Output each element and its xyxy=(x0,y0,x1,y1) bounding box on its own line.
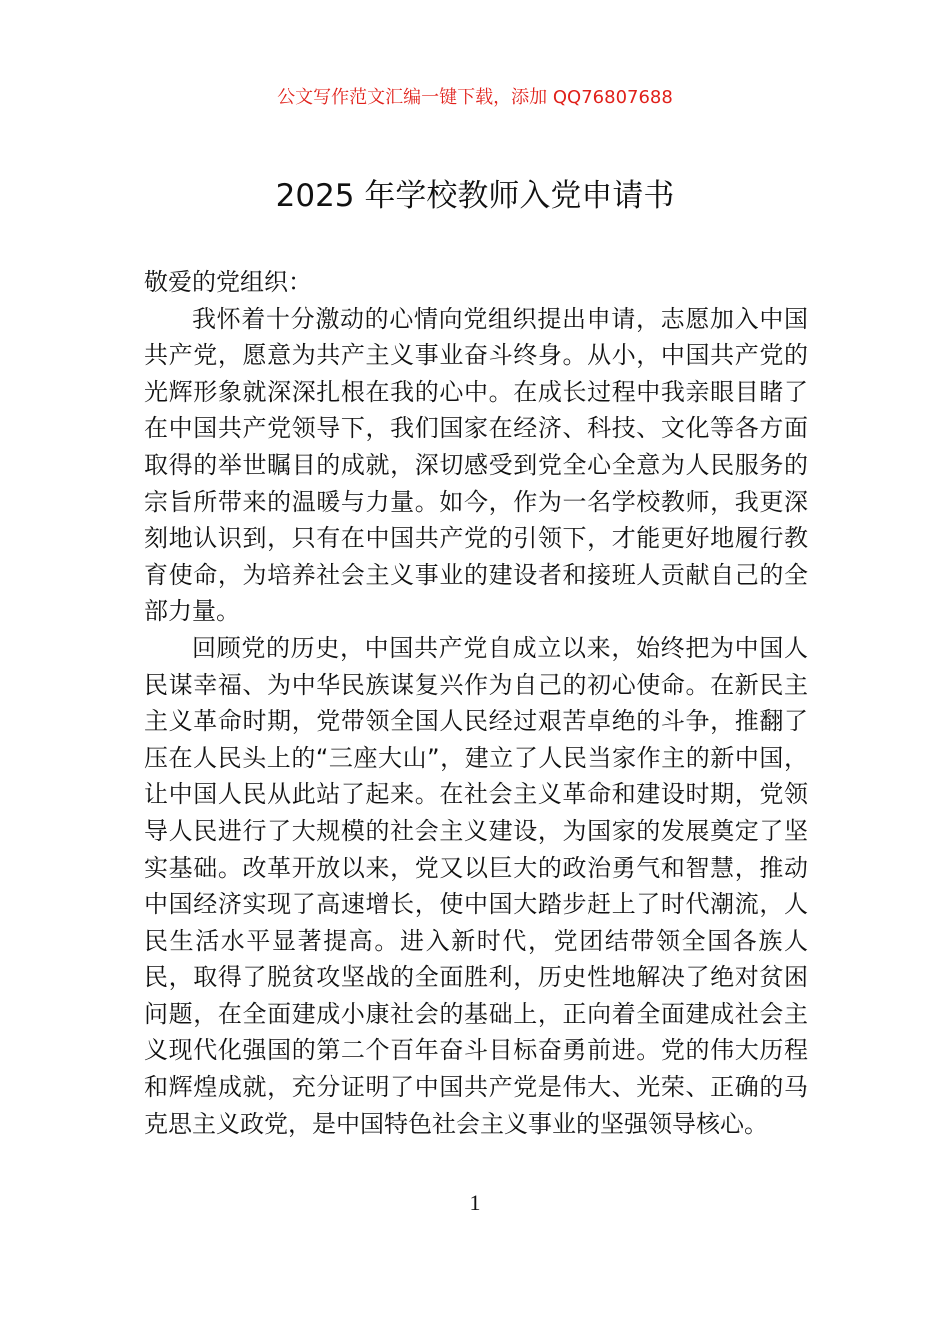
paragraph-2: 回顾党的历史，中国共产党自成立以来，始终把为中国人民谋幸福、为中华民族谋复兴作为自己的初心使命。在新民主主义革命时期，党带领全国人民经过艰苦卓绝的斗争，推翻了压在人民头上的“三座大山”，建立了人民当家作主的新中国，让中国人民从此站了起来。在社会主义革命和建设时期，党领导人民进行了大规模的社会主义建设，为国家的发展奠定了坚实基础。改革开放以来，党又以巨大的政治勇气和智慧，推动中国经济实现了高速增长，使中国大踏步赶上了时代潮流，人民生活水平显著提高。进入新时代，党团结带领全国各族人民，取得了脱贫攻坚战的全面胜利，历史性地解决了绝对贫困问题，在全面建成小康社会的基础上，正向着全面建成社会主义现代化强国的第二个百年奋斗目标奋勇前进。党的伟大历程和辉煌成就，充分证明了中国共产党是伟大、光荣、正确的马克思主义政党，是中国特色社会主义事业的坚强领导核心。 xyxy=(144,633,808,1138)
document-title: 2025 年学校教师入党申请书 xyxy=(275,178,675,214)
document-body xyxy=(144,264,808,1142)
download-note: 公文写作范文汇编一键下载，添加 QQ76807688 xyxy=(277,87,673,108)
salutation: 敬爱的党组织： xyxy=(144,268,312,296)
paragraph-1: 我怀着十分激动的心情向党组织提出申请，志愿加入中国共产党，愿意为共产主义事业奋斗终身。从小，中国共产党的光辉形象就深深扎根在我的心中。在成长过程中我亲眼目睹了在中国共产党领导下，我们国家在经济、科技、文化等各方面取得的举世瞩目的成就，深切感受到党全心全意为人民服务的宗旨所带来的温暖与力量。如今，作为一名学校教师，我更深刻地认识到，只有在中国共产党的引领下，才能更好地履行教育使命，为培养社会主义事业的建设者和接班人贡献自己的全部力量。 xyxy=(144,304,808,626)
page-number: 1 xyxy=(469,1190,481,1215)
